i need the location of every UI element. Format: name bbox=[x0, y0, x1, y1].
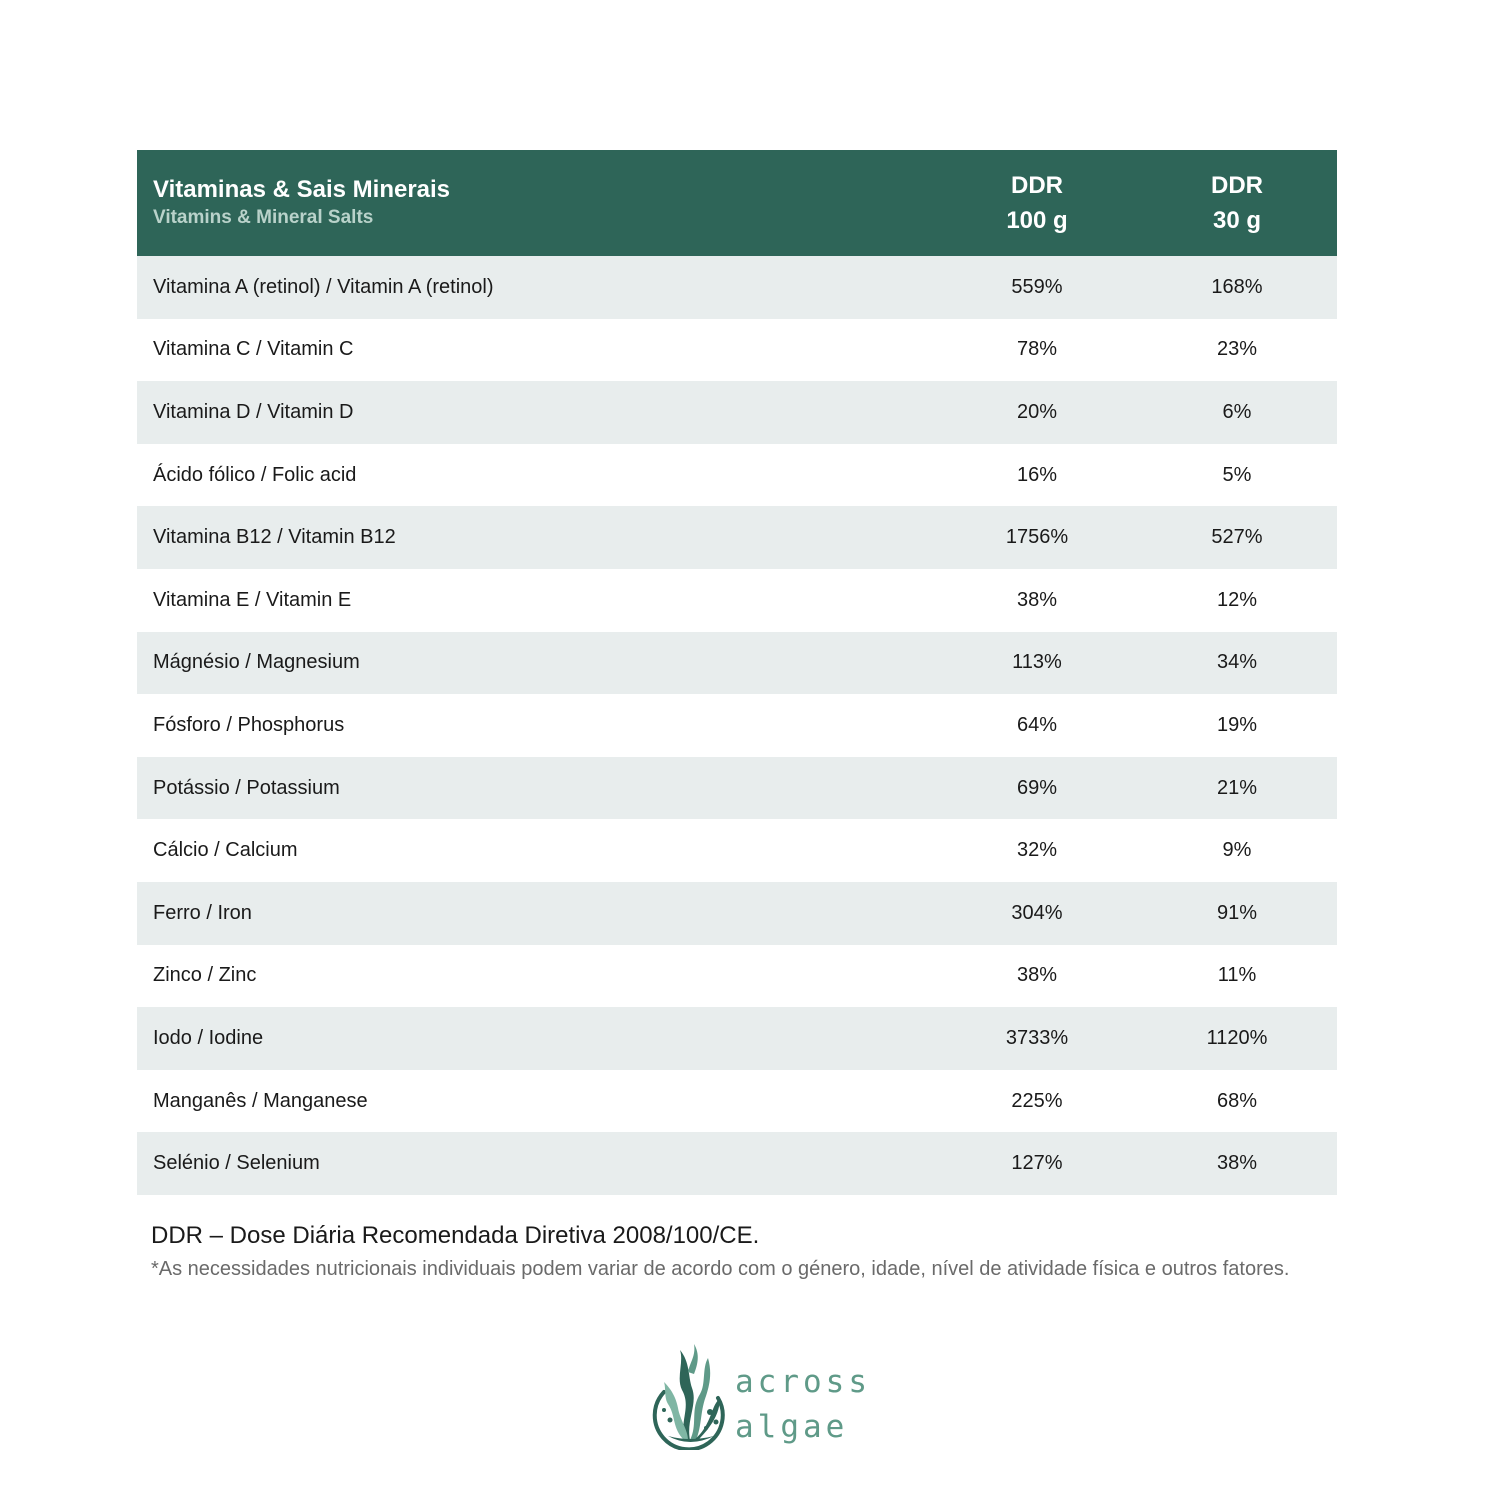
table-row bbox=[137, 882, 1337, 945]
row-ddr-30g: 38% bbox=[1216, 1152, 1258, 1175]
table-row bbox=[137, 1070, 1337, 1133]
row-ddr-100g: 1756% bbox=[1005, 526, 1069, 549]
table-row bbox=[137, 694, 1337, 757]
row-ddr-100g: 127% bbox=[1011, 1152, 1063, 1175]
table-row bbox=[137, 1007, 1337, 1070]
row-ddr-30g: 19% bbox=[1216, 713, 1258, 736]
row-nutrient-name: Fósforo / Phosphorus bbox=[153, 713, 345, 736]
table-row bbox=[137, 945, 1337, 1008]
table-row bbox=[137, 319, 1337, 382]
seaweed-logo-icon bbox=[650, 1332, 730, 1450]
row-ddr-30g: 168% bbox=[1211, 275, 1263, 298]
row-ddr-30g: 68% bbox=[1216, 1089, 1258, 1112]
row-ddr-100g: 3733% bbox=[1005, 1026, 1069, 1049]
nutritional-disclaimer: *As necessidades nutricionais individuais podem variar de acordo com o género, idade, nível de atividade física e outros fatores. bbox=[151, 1258, 1290, 1280]
row-nutrient-name: Vitamina A (retinol) / Vitamin A (retinol) bbox=[153, 275, 494, 298]
row-ddr-100g: 304% bbox=[1011, 901, 1063, 924]
table-row bbox=[137, 381, 1337, 444]
row-ddr-100g: 225% bbox=[1011, 1089, 1063, 1112]
header-ddr-100g-line1: DDR bbox=[1011, 172, 1063, 199]
row-ddr-30g: 527% bbox=[1211, 526, 1263, 549]
row-ddr-100g: 64% bbox=[1016, 713, 1058, 736]
table-row bbox=[137, 632, 1337, 695]
ddr-definition-note: DDR – Dose Diária Recomendada Diretiva 2008/100/CE. bbox=[151, 1222, 760, 1249]
row-ddr-30g: 11% bbox=[1217, 964, 1257, 987]
brand-logo bbox=[650, 1332, 870, 1450]
row-nutrient-name: Ferro / Iron bbox=[153, 901, 252, 924]
row-ddr-30g: 5% bbox=[1222, 463, 1252, 486]
table-row bbox=[137, 819, 1337, 882]
table-header bbox=[137, 150, 1337, 256]
header-ddr-100g-line2: 100 g bbox=[1006, 207, 1068, 234]
row-nutrient-name: Vitamina B12 / Vitamin B12 bbox=[153, 526, 396, 549]
row-ddr-30g: 1120% bbox=[1206, 1026, 1268, 1049]
row-ddr-100g: 20% bbox=[1016, 400, 1058, 423]
row-ddr-30g: 6% bbox=[1222, 400, 1252, 423]
row-ddr-100g: 16% bbox=[1016, 463, 1058, 486]
footnotes bbox=[151, 1220, 1341, 1283]
row-ddr-30g: 12% bbox=[1216, 588, 1258, 611]
row-ddr-100g: 38% bbox=[1016, 588, 1058, 611]
table-row bbox=[137, 444, 1337, 507]
row-ddr-100g: 559% bbox=[1011, 275, 1063, 298]
row-ddr-100g: 78% bbox=[1016, 338, 1058, 361]
row-nutrient-name: Manganês / Manganese bbox=[153, 1089, 368, 1112]
header-title: Vitaminas & Sais Minerais bbox=[153, 176, 451, 203]
row-ddr-100g: 113% bbox=[1012, 651, 1062, 674]
row-ddr-100g: 32% bbox=[1016, 839, 1058, 862]
header-ddr-100g bbox=[937, 168, 1137, 238]
header-name-cell bbox=[137, 175, 937, 231]
brand-wordmark bbox=[735, 1360, 871, 1450]
row-ddr-30g: 91% bbox=[1216, 901, 1258, 924]
header-ddr-30g bbox=[1137, 168, 1337, 238]
row-ddr-30g: 23% bbox=[1216, 338, 1258, 361]
table-row bbox=[137, 569, 1337, 632]
table-row bbox=[137, 1132, 1337, 1195]
row-nutrient-name: Vitamina D / Vitamin D bbox=[153, 400, 354, 423]
row-nutrient-name: Zinco / Zinc bbox=[153, 964, 257, 987]
table-row bbox=[137, 506, 1337, 569]
row-nutrient-name: Ácido fólico / Folic acid bbox=[153, 463, 357, 486]
row-ddr-30g: 34% bbox=[1216, 651, 1258, 674]
row-nutrient-name: Cálcio / Calcium bbox=[153, 839, 298, 862]
row-nutrient-name: Potássio / Potassium bbox=[153, 776, 340, 799]
row-nutrient-name: Vitamina C / Vitamin C bbox=[153, 338, 354, 361]
row-ddr-30g: 9% bbox=[1222, 839, 1252, 862]
row-nutrient-name: Vitamina E / Vitamin E bbox=[153, 588, 352, 611]
table-row bbox=[137, 757, 1337, 820]
row-ddr-100g: 38% bbox=[1016, 964, 1058, 987]
row-ddr-100g: 69% bbox=[1016, 776, 1058, 799]
table-body bbox=[137, 256, 1337, 1195]
header-ddr-30g-line2: 30 g bbox=[1212, 207, 1262, 234]
nutrition-table bbox=[137, 150, 1337, 1195]
table-row bbox=[137, 256, 1337, 319]
header-ddr-30g-line1: DDR bbox=[1211, 172, 1263, 199]
brand-wordmark-line2: algae bbox=[735, 1409, 849, 1445]
row-ddr-30g: 21% bbox=[1216, 776, 1258, 799]
row-nutrient-name: Iodo / Iodine bbox=[153, 1026, 264, 1049]
row-nutrient-name: Mágnésio / Magnesium bbox=[153, 651, 360, 674]
brand-wordmark-line1: across bbox=[735, 1364, 871, 1400]
row-nutrient-name: Selénio / Selenium bbox=[153, 1152, 320, 1175]
header-subtitle: Vitamins & Mineral Salts bbox=[153, 207, 374, 228]
